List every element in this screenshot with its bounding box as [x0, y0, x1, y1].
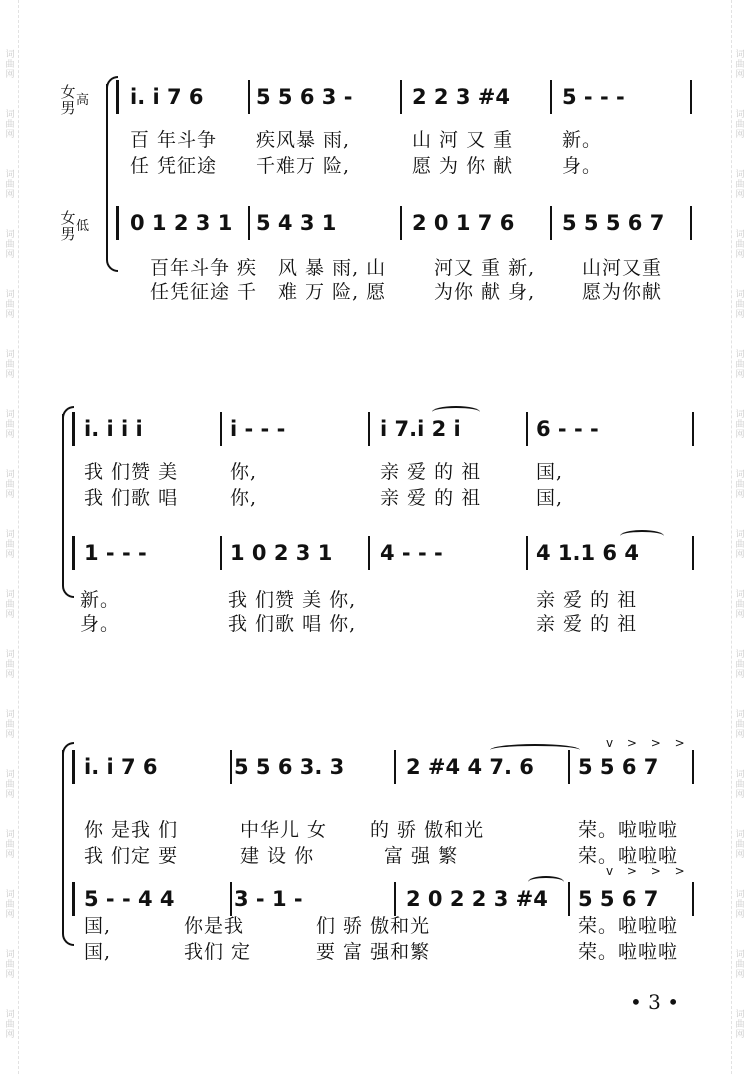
lyric-text: 新。	[80, 589, 121, 611]
lyric-line-high-verse-1	[84, 818, 694, 842]
lyric-text: 山河又重	[582, 257, 663, 279]
lyric-text: 们 骄 傲和光	[316, 915, 431, 937]
lyric-text: 任凭征途 千	[150, 281, 258, 303]
lyric-text: 我 们赞 美	[84, 461, 179, 483]
watermark-stamp: 词 曲 网	[735, 890, 745, 920]
barline	[692, 536, 694, 570]
measure: 3 - 1 -	[234, 887, 303, 911]
barline	[526, 536, 528, 570]
lyric-text: 荣。啦啦啦	[578, 941, 679, 963]
barline	[568, 750, 570, 784]
watermark-stamp: 词 曲 网	[5, 770, 15, 800]
measure: i. i i i	[84, 417, 143, 441]
accent-marks: v > > >	[606, 736, 690, 750]
watermark-stamp: 词 曲 网	[735, 590, 745, 620]
staff-start-bar	[72, 412, 75, 446]
barline	[550, 80, 552, 114]
lyric-line-high-verse-2	[84, 486, 684, 510]
barline	[230, 750, 232, 784]
measure: 5 - - 4 4	[84, 887, 175, 911]
barline	[692, 750, 694, 784]
lyric-text: 中华儿 女	[240, 819, 328, 841]
slur	[432, 406, 480, 418]
part-label-high: 女 男高	[60, 83, 90, 117]
lyric-text: 你,	[230, 461, 258, 483]
measure: 5 - - -	[562, 85, 625, 109]
part-label-low: 女 男低	[60, 209, 90, 243]
lyric-line-high-verse-2	[84, 844, 694, 868]
barline	[248, 80, 250, 114]
barline	[220, 412, 222, 446]
measure: 2 0 1 7 6	[412, 211, 515, 235]
notation-line-high	[130, 82, 710, 112]
system-brace	[62, 750, 64, 930]
watermark-stamp: 词 曲 网	[735, 110, 745, 140]
measure: 4 1.1 6 4	[536, 541, 639, 565]
measure: 5 5 6 3. 3	[234, 755, 345, 779]
barline	[692, 882, 694, 916]
lyric-text: 难 万 险, 愿	[278, 281, 387, 303]
measure: 5 5 6 3 -	[256, 85, 353, 109]
lyric-text: 百 年斗争	[130, 129, 218, 151]
barline	[400, 80, 402, 114]
watermark-stamp: 词 曲 网	[5, 890, 15, 920]
lyric-text: 要 富 强和繁	[316, 941, 431, 963]
watermark-stamp: 词 曲 网	[735, 350, 745, 380]
lyric-text: 为你 献 身,	[434, 281, 536, 303]
lyric-text: 愿 为 你 献	[412, 155, 514, 177]
lyric-line-low-verse-2	[80, 612, 680, 636]
lyric-text: 我 们赞 美 你,	[228, 589, 357, 611]
barline	[248, 206, 250, 240]
watermark-stamp: 词 曲 网	[5, 530, 15, 560]
lyric-text: 山 河 又 重	[412, 129, 514, 151]
lyric-text: 亲 爱 的 祖	[536, 613, 638, 635]
lyric-line-low-verse-1	[84, 914, 694, 938]
measure: 1 0 2 3 1	[230, 541, 333, 565]
lyric-text: 百年斗争 疾	[150, 257, 258, 279]
lyric-text: 我 们歌 唱	[84, 487, 179, 509]
brace-bottom	[106, 254, 118, 272]
watermark-stamp: 词 曲 网	[5, 50, 15, 80]
watermark-stamp: 词 曲 网	[735, 950, 745, 980]
lyric-line-high-verse-2	[130, 154, 690, 178]
watermark-stamp: 词 曲 网	[735, 290, 745, 320]
lyric-text: 的 骄 傲和光	[370, 819, 485, 841]
watermark-stamp: 词 曲 网	[735, 230, 745, 260]
lyric-text: 疾风暴 雨,	[256, 129, 351, 151]
lyric-text: 亲 爱 的 祖	[380, 487, 482, 509]
measure: 5 5 5 6 7	[562, 211, 665, 235]
barline	[368, 536, 370, 570]
lyric-line-low-verse-2	[84, 940, 694, 964]
lyric-text: 我 们定 要	[84, 845, 179, 867]
measure: i. i 7 6	[84, 755, 158, 779]
lyric-text: 你是我	[184, 915, 245, 937]
staff-start-bar	[116, 206, 119, 240]
system-brace	[106, 84, 108, 256]
watermark-stamp: 词 曲 网	[5, 230, 15, 260]
lyric-text: 愿为你献	[582, 281, 663, 303]
staff-start-bar	[72, 750, 75, 784]
lyric-text: 任 凭征途	[130, 155, 218, 177]
barline	[220, 536, 222, 570]
barline	[692, 412, 694, 446]
measure: 5 5 6 7	[578, 887, 659, 911]
lyric-line-low-verse-1	[80, 588, 680, 612]
accent-marks: v > > >	[606, 864, 690, 878]
lyric-text: 荣。啦啦啦	[578, 915, 679, 937]
notation-line-low	[130, 208, 710, 238]
lyric-text: 我 们歌 唱 你,	[228, 613, 357, 635]
lyric-text: 身。	[562, 155, 603, 177]
watermark-stamp: 词 曲 网	[735, 1010, 745, 1040]
watermark-stamp: 词 曲 网	[735, 170, 745, 200]
lyric-text: 风 暴 雨, 山	[278, 257, 387, 279]
lyric-text: 亲 爱 的 祖	[380, 461, 482, 483]
lyric-text: 你,	[230, 487, 258, 509]
score-system-3	[0, 736, 750, 976]
watermark-stamp: 词 曲 网	[5, 110, 15, 140]
barline	[368, 412, 370, 446]
slur	[528, 876, 564, 888]
barline	[394, 882, 396, 916]
watermark-stamp: 词 曲 网	[735, 530, 745, 560]
watermark-stamp: 词 曲 网	[5, 710, 15, 740]
lyric-text: 国,	[536, 461, 564, 483]
lyric-line-high-verse-1	[130, 128, 690, 152]
staff-start-bar	[72, 882, 75, 916]
measure: 1 - - -	[84, 541, 147, 565]
watermark-stamp: 词 曲 网	[735, 470, 745, 500]
lyric-text: 国,	[536, 487, 564, 509]
barline	[690, 80, 692, 114]
lyric-text: 身。	[80, 613, 121, 635]
staff-start-bar	[116, 80, 119, 114]
watermark-stamp: 词 曲 网	[5, 350, 15, 380]
lyric-line-low-verse-1	[150, 256, 690, 280]
watermark-stamp: 词 曲 网	[5, 830, 15, 860]
barline	[568, 882, 570, 916]
page-number: • 3 •	[630, 990, 680, 1014]
watermark-stamp: 词 曲 网	[5, 170, 15, 200]
watermark-stamp: 词 曲 网	[735, 710, 745, 740]
watermark-stamp: 词 曲 网	[735, 650, 745, 680]
lyric-text: 国,	[84, 941, 112, 963]
watermark-stamp: 词 曲 网	[5, 470, 15, 500]
lyric-text: 新。	[562, 129, 603, 151]
barline	[550, 206, 552, 240]
watermark-stamp: 词 曲 网	[5, 410, 15, 440]
watermark-stamp: 词 曲 网	[735, 830, 745, 860]
lyric-text: 你 是我 们	[84, 819, 179, 841]
measure: 5 4 3 1	[256, 211, 337, 235]
lyric-text: 千难万 险,	[256, 155, 351, 177]
lyric-text: 富 强 繁	[384, 845, 459, 867]
watermark-stamp: 词 曲 网	[5, 290, 15, 320]
barline	[230, 882, 232, 916]
watermark-stamp: 词 曲 网	[735, 410, 745, 440]
measure: 2 #4 4 7. 6	[406, 755, 534, 779]
barline	[690, 206, 692, 240]
lyric-text: 荣。啦啦啦	[578, 845, 679, 867]
measure: i. i 7 6	[130, 85, 204, 109]
lyric-text: 亲 爱 的 祖	[536, 589, 638, 611]
slur	[620, 530, 664, 542]
lyric-text: 建 设 你	[240, 845, 315, 867]
lyric-line-high-verse-1	[84, 460, 684, 484]
system-brace	[62, 414, 64, 584]
lyric-line-low-verse-2	[150, 280, 690, 304]
watermark-stamp: 词 曲 网	[5, 1010, 15, 1040]
measure: 0 1 2 3 1	[130, 211, 233, 235]
lyric-text: 国,	[84, 915, 112, 937]
watermark-stamp: 词 曲 网	[5, 590, 15, 620]
watermark-stamp: 词 曲 网	[735, 50, 745, 80]
watermark-stamp: 词 曲 网	[5, 650, 15, 680]
measure: 5 5 6 7	[578, 755, 659, 779]
score-system-1	[0, 70, 750, 303]
lyric-text: 河又 重 新,	[434, 257, 536, 279]
slur	[490, 744, 580, 756]
watermark-stamp: 词 曲 网	[735, 770, 745, 800]
barline	[394, 750, 396, 784]
notation-line-low	[84, 538, 704, 568]
lyric-text: 我们 定	[184, 941, 252, 963]
measure: 6 - - -	[536, 417, 599, 441]
measure: 2 0 2 2 3 #4	[406, 887, 548, 911]
score-system-2	[0, 400, 750, 640]
measure: i - - -	[230, 417, 286, 441]
brace-bottom	[62, 928, 74, 946]
staff-start-bar	[72, 536, 75, 570]
notation-line-high	[84, 414, 704, 444]
lyric-text: 荣。啦啦啦	[578, 819, 679, 841]
barline	[400, 206, 402, 240]
measure: 2 2 3 #4	[412, 85, 510, 109]
measure: 4 - - -	[380, 541, 443, 565]
measure: i 7.i 2 i	[380, 417, 461, 441]
brace-bottom	[62, 580, 74, 598]
watermark-stamp: 词 曲 网	[5, 950, 15, 980]
barline	[526, 412, 528, 446]
